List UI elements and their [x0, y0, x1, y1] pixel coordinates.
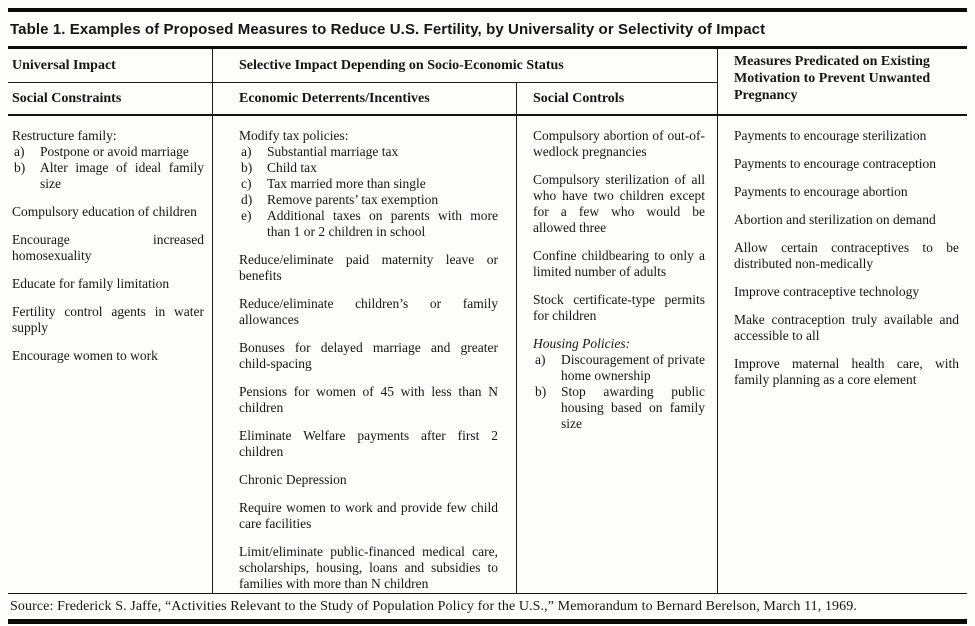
table-title: Table 1. Examples of Proposed Measures to Reduce U.S. Fertility, by Universality or Selectivity of Impact	[10, 21, 766, 38]
measure-block	[239, 544, 498, 592]
measure-subitem	[533, 384, 705, 432]
measure-block	[239, 128, 498, 240]
header-existing-motivation: Measures Predicated on Existing Motivation to Prevent Unwanted Pregnancy	[718, 49, 967, 116]
measure-text: Chronic Depression	[239, 472, 347, 487]
measure-block	[533, 128, 705, 160]
measure-text: Confine childbearing to only a limited number of adults	[533, 248, 705, 279]
measure-block	[239, 340, 498, 372]
measure-text: Make contraception truly available and accessible to all	[734, 312, 959, 343]
measure-block	[734, 356, 959, 388]
subitem-marker: b)	[241, 160, 253, 175]
measure-subitem	[533, 352, 705, 384]
measure-subitem	[239, 144, 498, 160]
subitem-text: Stop awarding public housing based on family size	[561, 384, 705, 431]
fertility-measures-table	[8, 46, 967, 594]
measure-text: Improve contraceptive technology	[734, 284, 920, 299]
measure-subitem	[239, 176, 498, 192]
measure-block	[533, 336, 705, 432]
measure-subitem	[12, 144, 204, 160]
measure-subitem	[239, 160, 498, 176]
measure-block	[734, 212, 959, 228]
subitem-text: Substantial marriage tax	[267, 144, 399, 159]
header-selective-impact: Selective Impact Depending on Socio-Economic Status	[213, 49, 718, 83]
subitem-text: Alter image of ideal family size	[40, 160, 204, 191]
subitem-marker: a)	[241, 144, 252, 159]
subitem-marker: e)	[241, 208, 252, 223]
measure-lead: Housing Policies:	[533, 336, 631, 351]
subitem-marker: d)	[241, 192, 253, 207]
measure-text: Limit/eliminate public-financed medical care, scholarships, housing, loans and subsidies to families with more than N children	[239, 544, 498, 591]
measure-block	[12, 232, 204, 264]
measure-block	[12, 128, 204, 192]
measure-text: Compulsory education of children	[12, 204, 197, 219]
measure-text: Pensions for women of 45 with less than N children	[239, 384, 498, 415]
measure-text: Payments to encourage contraception	[734, 156, 937, 171]
measure-block	[12, 276, 204, 292]
measure-lead: Restructure family:	[12, 128, 117, 143]
measure-block	[239, 428, 498, 460]
measure-block	[12, 204, 204, 220]
measure-block	[239, 384, 498, 416]
measure-block	[734, 284, 959, 300]
measure-text: Eliminate Welfare payments after first 2 children	[239, 428, 498, 459]
measure-text: Bonuses for delayed marriage and greater child-spacing	[239, 340, 498, 371]
subitem-text: Discouragement of private home ownership	[561, 352, 705, 383]
measure-text: Reduce/eliminate children’s or family allowances	[239, 296, 498, 327]
measure-block	[12, 348, 204, 364]
measure-block	[734, 240, 959, 272]
subitem-text: Remove parents’ tax exemption	[267, 192, 439, 207]
measure-block	[734, 156, 959, 172]
column-social-controls-body	[517, 116, 718, 593]
subitem-marker: a)	[14, 144, 25, 159]
measure-text: Compulsory abortion of out-of-wedlock pregnancies	[533, 128, 705, 159]
measure-block	[734, 312, 959, 344]
measure-block	[734, 128, 959, 144]
subitem-marker: b)	[535, 384, 547, 399]
measure-text: Require women to work and provide few child care facilities	[239, 500, 498, 531]
measure-text: Fertility control agents in water supply	[12, 304, 204, 335]
measure-text: Reduce/eliminate paid maternity leave or benefits	[239, 252, 498, 283]
subheader-social-controls: Social Controls	[517, 83, 718, 116]
subitem-text: Postpone or avoid marriage	[40, 144, 189, 159]
measure-block	[239, 472, 498, 488]
column-existing-motivation-body	[718, 116, 967, 593]
column-economic-deterrents-body	[213, 116, 517, 593]
measure-text: Educate for family limitation	[12, 276, 170, 291]
subitem-text: Tax married more than single	[267, 176, 426, 191]
subitem-marker: c)	[241, 176, 252, 191]
subitem-marker: b)	[14, 160, 26, 175]
measure-text: Compulsory sterilization of all who have two children except for a few who would be allowed three	[533, 172, 705, 235]
subheader-social-constraints: Social Constraints	[8, 83, 213, 116]
measure-block	[734, 184, 959, 200]
source-note: Source: Frederick S. Jaffe, “Activities Relevant to the Study of Population Policy for the U.S.,” Memorandum to Bernard Berelson, March 11, 1969.	[10, 599, 857, 614]
subitem-text: Child tax	[267, 160, 317, 175]
header-universal-impact: Universal Impact	[8, 49, 213, 83]
measure-block	[239, 296, 498, 328]
subheader-economic-deterrents: Economic Deterrents/Incentives	[213, 83, 517, 116]
measure-text: Encourage increased homosexuality	[12, 232, 204, 263]
measure-block	[533, 292, 705, 324]
measure-text: Payments to encourage sterilization	[734, 128, 927, 143]
measure-lead: Modify tax policies:	[239, 128, 349, 143]
subitem-marker: a)	[535, 352, 546, 367]
measure-subitem	[239, 192, 498, 208]
measure-block	[239, 500, 498, 532]
measure-block	[239, 252, 498, 284]
measure-text: Stock certificate-type permits for children	[533, 292, 705, 323]
bottom-rule	[8, 619, 967, 624]
measure-text: Allow certain contraceptives to be distributed non-medically	[734, 240, 959, 271]
column-social-constraints-body	[8, 116, 213, 593]
measure-block	[12, 304, 204, 336]
subitem-text: Additional taxes on parents with more than 1 or 2 children in school	[267, 208, 498, 239]
measure-subitem	[239, 208, 498, 240]
measure-block	[533, 172, 705, 236]
measure-text: Payments to encourage abortion	[734, 184, 908, 199]
measure-text: Improve maternal health care, with family planning as a core element	[734, 356, 959, 387]
measure-block	[533, 248, 705, 280]
measure-subitem	[12, 160, 204, 192]
measure-text: Encourage women to work	[12, 348, 158, 363]
measure-text: Abortion and sterilization on demand	[734, 212, 936, 227]
